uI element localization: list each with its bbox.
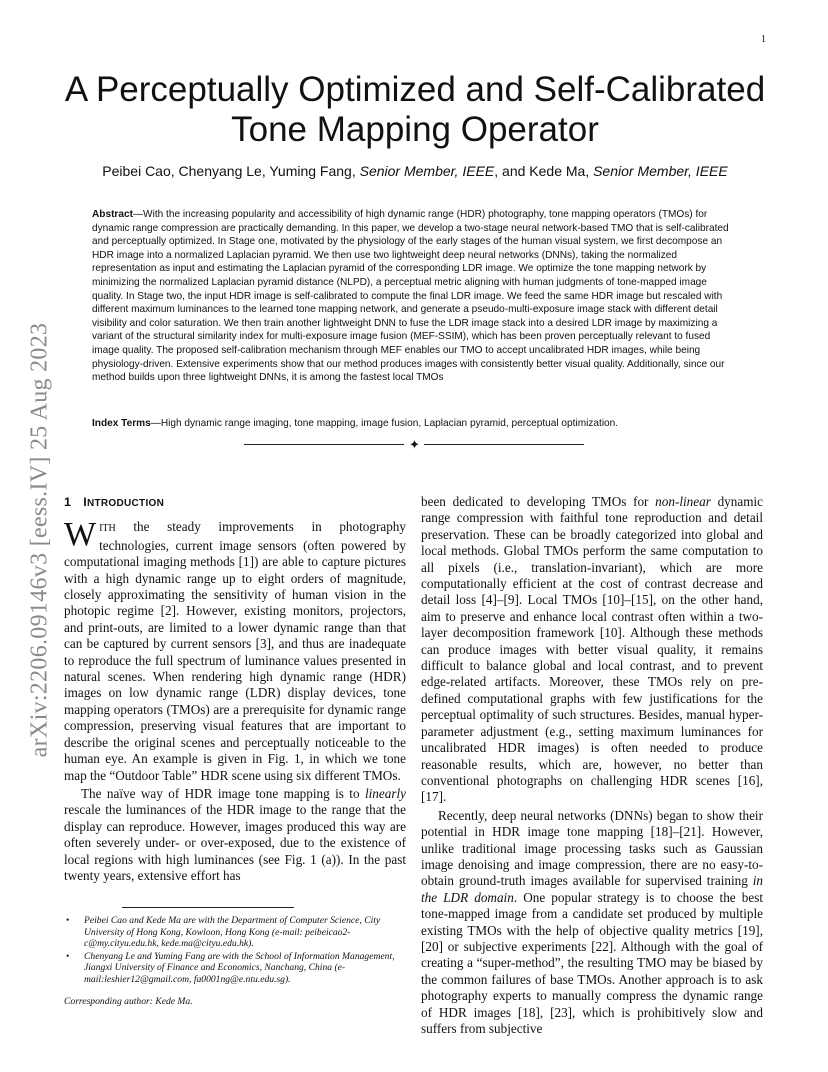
- intro-paragraph-2-text-b: rescale the luminances of the HDR image to the range that the display can reproduce. However, images produced this way are often severely under- or over-exposed, due to the existence of local regions with high luminances (see Fig. 1 (a)). In the past twenty years, extensive effort has: [64, 802, 406, 883]
- arxiv-identifier: arXiv:2206.09146v3 [eess.IV] 25 Aug 2023: [26, 322, 53, 758]
- footnote-item: [64, 951, 406, 986]
- page-number: 1: [761, 34, 766, 45]
- intro-paragraph-4-text-a: Recently, deep neural networks (DNNs) began to show their potential in HDR image tone mapping [18]–[21]. However, unlike traditional image processing tasks such as Gaussian image denoising and image compression, there are no easy-to-obtain ground-truth images available for supervised training: [421, 807, 763, 889]
- corresponding-author-note: Corresponding author: Kede Ma.: [64, 995, 193, 1007]
- bullet-icon: •: [66, 915, 70, 926]
- section-separator: [244, 437, 584, 453]
- bullet-icon: •: [66, 950, 70, 962]
- index-terms-text: —High dynamic range imaging, tone mapping, image fusion, Laplacian pyramid, perceptual optimization.: [150, 418, 619, 429]
- section-heading: [64, 494, 406, 512]
- author-role-1: Senior Member, IEEE: [359, 163, 495, 179]
- section-title-initial: I: [83, 495, 87, 509]
- intro-paragraph-4: [421, 808, 763, 1038]
- intro-paragraph-3-text-b: dynamic range compression with faithful tone reproduction and detail preservation. These can be broadly categorized into global and local methods. Global TMOs perform the same computation to all pixels (i.e., translation-invariant), which are more computationally efficient at the cost of contrast decrease and detail loss [4]–[9]. Local TMOs [10]–[15], on the other hand, aim to preserve and enhance local contrast often within a two-layer decomposition framework [10]. Although these methods can produce images with better visual quality, it remains difficult to balance global and local contrast, and to prevent edge-related artifacts. Moreover, these TMOs rely on pre-defined computational graphs with few justifications for the perceptual optimality of such structures. Besides, manual hyper-parameter adjustment (e.g., setting maximum luminances for uncalibrated HDR images) is often needed to produce reasonable results, which are, however, no better than conventional photographs on challenging HDR scenes [16], [17].: [421, 494, 763, 805]
- intro-paragraph-3-text-a: been dedicated to developing TMOs for: [421, 494, 656, 509]
- section-number: 1: [64, 495, 72, 509]
- intro-small-caps: ITH: [99, 523, 116, 535]
- author-list: [60, 163, 770, 179]
- footnote-text: Chenyang Le and Yuming Fang are with the School of Information Management, Jiangxi University of Finance and Economics, Nanchang, China (e-mail:leshier12@gmail.com, fa0001ng@e.ntu.edu.sg).: [84, 950, 395, 985]
- separator-diamond-icon: ✦: [409, 437, 420, 452]
- left-column: [64, 494, 406, 884]
- paper-title-line-2: Tone Mapping Operator: [231, 110, 599, 149]
- intro-paragraph-2-emphasis: linearly: [364, 785, 406, 801]
- footnote-area: [64, 907, 406, 1007]
- paper-title-line-1: A Perceptually Optimized and Self-Calibrated: [64, 70, 766, 109]
- index-terms: [92, 417, 738, 431]
- intro-paragraph-4-text-b: . One popular strategy is to choose the best tone-mapped image from a candidate set produced by multiple existing TMOs with the help of objective quality metrics [19], [20] or subjective experiments [22]. Although with the goal of creating a “super-method”, the resulting TMO may be biased by the common failures of base TMOs. Another approach is to ask photography experts to manually compress the dynamic range of HDR images [18], [23], which is prohibitively slow and suffers from subjective: [421, 889, 763, 1036]
- abstract-text: —With the increasing popularity and accessibility of high dynamic range (HDR) photography, tone mapping operators (TMOs) for dynamic range compression are practically demanding. In this paper, we develop a two-stage neural network-based TMO that is self-calibrated and perceptually optimized. In Stage one, motivated by the physiology of the early stages of the human visual system, we first decompose an HDR image into a normalized Laplacian pyramid. We then use two lightweight deep neural networks (DNNs), taking the normalized representation as input and estimating the Laplacian pyramid of the corresponding LDR image. We optimize the tone mapping network by minimizing the normalized Laplacian pyramid distance (NLPD), a perceptual metric aligning with human judgments of tone-mapped image quality. In Stage two, the input HDR image is self-calibrated to compute the final LDR image. We feed the same HDR image but rescaled with different maximum luminances to the learned tone mapping network, and generate a pseudo-multi-exposure image stack with different detail visibility and color saturation. We then train another lightweight DNN to fuse the LDR image stack into a desired LDR image by maximizing a variant of the structural similarity index for multi-exposure image fusion (MEF-SSIM), which has been proven perceptually relevant to fused image quality. The proposed self-calibration mechanism through MEF enables our TMO to accept uncalibrated HDR images, while being physiology-driven. Extensive experiments show that our method produces images with consistently better visual quality. Additionally, since our method builds upon three lightweight DNNs, it is among the fastest local TMOs: [92, 209, 729, 384]
- drop-cap: W: [64, 516, 97, 554]
- author-names-2: , and Kede Ma,: [494, 163, 594, 179]
- author-role-2: Senior Member, IEEE: [593, 163, 728, 179]
- separator-rule-right: [424, 444, 584, 445]
- intro-paragraph-3: [421, 494, 763, 806]
- right-column: [421, 494, 763, 1037]
- intro-paragraph-2: [64, 786, 406, 884]
- intro-paragraph-3-emphasis: non-linear: [655, 494, 711, 509]
- footnote-item: [64, 915, 406, 950]
- intro-paragraph-4-emphasis: in the LDR domain: [421, 873, 763, 905]
- index-terms-label: Index Terms: [92, 418, 151, 429]
- intro-paragraph-1-text: the steady improvements in photography technologies, current image sensors (often powered by computational imaging methods [1]) are able to capture pictures with a high dynamic range up to eight orders of magnitude, closely approximating the sensitivity of human vision in the photopic regime [2]. However, existing monitors, projectors, and print-outs, are limited to a lower dynamic range than that can be captured by current sensors [3], and thus are inadequate to reproduce the full spectrum of luminance values presented in natural scenes. When rendering high dynamic range (HDR) images on low dynamic range (LDR) display devices, tone mapping operators (TMOs) are a prerequisite for dynamic range compression, preserving visual features that are important to describe the original scenes and perceptually noticeable to the human eye. An example is given in Fig. 1, in which we tone map the “Outdoor Table” HDR scene using six different TMOs.: [64, 519, 406, 783]
- author-names-1: Peibei Cao, Chenyang Le, Yuming Fang,: [102, 163, 360, 179]
- footnote-text: Peibei Cao and Kede Ma are with the Department of Computer Science, City University of Hong Kong, Kowloon, Hong Kong (e-mail: peibeicao2-c@my.cityu.edu.hk, kede.ma@cityu.edu.hk).: [84, 915, 381, 950]
- intro-paragraph-2-text-a: The naïve way of HDR image tone mapping is to: [81, 785, 365, 801]
- separator-rule-left: [244, 444, 404, 445]
- section-title-rest: NTRODUCTION: [86, 498, 165, 509]
- footnote-rule: [122, 907, 294, 908]
- abstract: [92, 208, 738, 385]
- intro-paragraph-1: [64, 516, 406, 784]
- paper-title: [60, 70, 770, 150]
- affiliation-footnotes: [64, 915, 406, 986]
- abstract-label: Abstract: [92, 209, 133, 220]
